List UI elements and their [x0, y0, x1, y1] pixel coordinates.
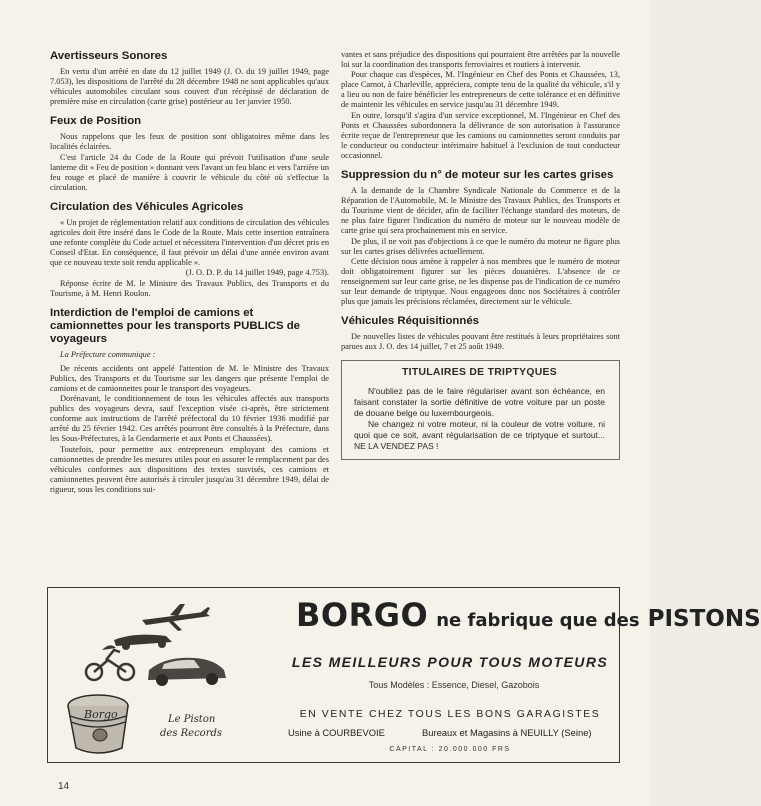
left-column — [50, 50, 329, 495]
box-title: TITULAIRES DE TRIPTYQUES — [402, 367, 557, 379]
airplane-icon — [142, 604, 210, 631]
paragraph: Dorénavant, le conditionnement de tous les véhicules affectés aux transports publics des voyageurs devra, sauf l'exception visée ci-après, être strictement conforme aux instructions de l'arrêté préfectoral du 10 février 1936 modifié par arrêté du 25 février 1942. Ces arrêtés pourront être consultés à la Préfecture, dans les Sous-Préfectures, à la Gendarmerie et aux Ponts et Chaussées). — [50, 394, 329, 444]
heading-vehicules-requisitionnes: Véhicules Réquisitionnés — [341, 315, 479, 328]
racing-car-icon — [114, 635, 172, 650]
paragraph: vantes et sans préjudice des dispositions qui pourraient être arrêtées par la nouvelle loi sur la coordination des transports ferroviaires et routiers à intervenir. — [341, 50, 620, 70]
headline-end: PISTONS — [647, 606, 761, 632]
box-paragraph: Ne changez ni votre moteur, ni la couleur de votre voiture, ni quoi que ce soit, avant régularisation de ce triptyque et surtout... NE LA VENDEZ PAS ! — [354, 419, 605, 452]
headline-middle: ne fabrique que des — [436, 610, 640, 631]
paragraph: Nous rappelons que les feux de position sont obligatoires même dans les localités éclairées. — [50, 132, 329, 152]
borgo-advertisement — [47, 587, 761, 763]
paragraph: De plus, il ne voit pas d'objections à ce que le numéro du moteur ne figure plus sur les cartes grises délivrées actuellement. — [341, 236, 620, 256]
paragraph: Toutefois, pour permettre aux entrepreneurs employant des camions et camionnettes de prendre les mesures utiles pour en assurer le remplacement par des véhicules conformes aux dispositions des textes susvisés, ces camions et camionnettes peuvent être autorisés à circuler jusqu'au 31 décembre 1949, délai de rigueur, sous les conditions sui- — [50, 444, 329, 494]
paragraph: En outre, lorsqu'il s'agira d'un service exceptionnel, M. l'Ingénieur en Chef des Ponts et Chaussées subordonnera la délivrance de son autorisation à l'assurance écrite reçue de l'entrepreneur que les camions ou camionnettes seront conduits par le conducteur ou conducteur intérimaire habituel à l'exclusion de tout conducteur occasionnel. — [341, 110, 620, 160]
ad-sale-notice: EN VENTE CHEZ TOUS LES BONS GARAGISTES — [299, 709, 601, 720]
heading-suppression-moteur: Suppression du n° de moteur sur les cartes grises — [341, 169, 614, 182]
paragraph: A la demande de la Chambre Syndicale Nationale du Commerce et de la Réparation de l'Automobile, M. le Ministre des Travaux Publics, des Transports et du Tourisme vient de décider, afin de faciliter l'échange standard des moteurs, de ne plus faire figurer l'indication du numéro de moteur sur le nouveau modèle de carte grise qui sera prochainement mis en service. — [341, 186, 620, 236]
piston-motto-line-2: des Records — [160, 728, 223, 739]
paragraph: Pour chaque cas d'espèces, M. l'Ingénieur en Chef des Ponts et Chaussées, 13, place Carnot, à Charleville, appréciera, compte tenu de la qualité du véhicule, s'il y a lieu ou non de faire bénéficier les entrepreneurs de cette tolérance et en définitive de maintenir les véhicules en service jusqu'au 31 décembre 1949. — [341, 70, 620, 110]
paragraph: « Un projet de réglementation relatif aux conditions de circulation des véhicules agricoles doit être inséré dans le Code de la Route. Mais cette insertion entraînera une refonte complète du Code actuel et nécessitera l'intervention d'un décret pris en Conseil d'Etat. En conséquence, il faut prévoir un délai d'une année environ avant que ce nouveau texte soit rendu applicable ». — [50, 217, 329, 268]
factory-location: Usine à COURBEVOIE — [288, 727, 385, 738]
paragraph: Réponse écrite de M. le Ministre des Travaux Publics, des Transports et du Tourisme, à M. Henri Roulon. — [50, 278, 329, 298]
offices-location: Bureaux et Magasins à NEUILLY (Seine) — [422, 727, 592, 738]
paragraph: En vertu d'un arrêté en date du 12 juillet 1949 (J. O. du 19 juillet 1949, page 7.053), les dispositions de l'arrêté du 28 décembre 1948 ne sont applicables qu'aux véhicules automobiles circulant sous couvert d'un récépissé de déclaration de première mise en circulation (carte grise) postérieur au 1er janvier 1950. — [50, 67, 329, 107]
piston-motto-line-1: Le Piston — [168, 714, 216, 725]
ad-capital: CAPITAL : 20.000.000 FRS — [389, 746, 511, 753]
right-column — [341, 50, 620, 460]
paragraph: De récents accidents ont appelé l'attention de M. le Ministre des Travaux Publics, des Transports et du Tourisme sur les dangers que présente l'emploi de camions et de camionnettes pour le transport des voyageurs. — [50, 363, 329, 393]
piston-illustration — [54, 598, 254, 760]
heading-feux-position: Feux de Position — [50, 115, 142, 128]
triptyque-notice-box — [341, 360, 620, 460]
paragraph: C'est l'article 24 du Code de la Route qui prévoit l'utilisation d'une seule lanterne dit « Feu de position » donnant vers l'avant un feu blanc et vers l'arrière un feu rouge et placé de manière à couvrir le véhicule du côté où s'effectue la circulation. — [50, 152, 329, 192]
piston-brand-label: Borgo — [84, 708, 118, 721]
heading-avertisseurs: Avertisseurs Sonores — [50, 50, 168, 62]
heading-interdiction: Interdiction de l'emploi de camions et camionnettes pour les transports PUBLICS de voyageurs — [50, 306, 301, 345]
motorcycle-icon — [86, 650, 134, 680]
subtitle: La Préfecture communique : — [60, 349, 156, 359]
heading-vehicules-agricoles: Circulation des Véhicules Agricoles — [50, 200, 244, 213]
sedan-car-icon — [148, 658, 226, 686]
paragraph: De nouvelles listes de véhicules pouvant être restitués à leurs propriétaires sont parues aux J. O. des 14 juillet, 7 et 25 août 1949. — [341, 332, 620, 352]
ad-headline — [296, 596, 761, 636]
ad-slogan: LES MEILLEURS POUR TOUS MOTEURS — [291, 654, 609, 670]
brand-name: BORGO — [296, 596, 429, 634]
ad-models: Tous Modèles : Essence, Diesel, Gazobois — [368, 680, 540, 690]
paragraph: Cette décision nous amène à rappeler à nos membres que le numéro de moteur doit obligatoirement figurer sur les pièces douanières. L'absence de ce renseignement sur leur carte grise, ne les dispense pas de l'indication de ce numéro sur leur demande de triptyque. Nous engageons donc nos Sociétaires à contrôler plus que jamais les précisions réclamées, directement sur le véhicule. — [341, 256, 620, 307]
page-number: 14 — [58, 781, 70, 792]
piston-icon — [68, 695, 128, 753]
box-paragraph: N'oubliez pas de le faire régulariser avant son échéance, en faisant constater la sortie définitive de votre voiture par un poste de douane belge ou luxembourgeois. — [354, 386, 605, 419]
reference: (J. O. D. P. du 14 juillet 1949, page 4.753). — [185, 268, 329, 278]
